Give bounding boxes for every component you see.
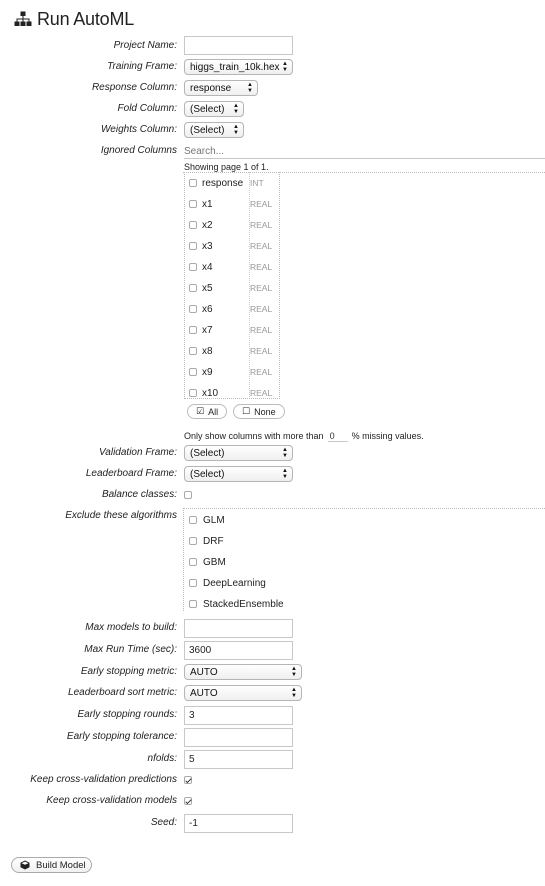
select-arrows-icon: ▲ ▼ xyxy=(233,124,239,136)
column-name: x5 xyxy=(202,282,213,294)
column-item[interactable] xyxy=(189,239,279,253)
algorithm-list xyxy=(183,508,545,611)
column-item[interactable] xyxy=(189,365,279,379)
leaderboard-frame-row xyxy=(0,468,545,484)
select-none-button[interactable] xyxy=(233,404,285,419)
ignored-columns-search-input[interactable] xyxy=(184,145,545,159)
column-checkbox[interactable] xyxy=(189,179,197,187)
project-name-label: Project Name: xyxy=(113,40,177,51)
algorithm-checkbox[interactable] xyxy=(189,579,197,587)
weights-column-select[interactable] xyxy=(184,122,244,138)
fold-column-value: (Select) xyxy=(190,103,225,115)
seed-label: Seed: xyxy=(150,817,177,828)
algorithm-label: StackedEnsemble xyxy=(203,598,284,610)
column-checkbox[interactable] xyxy=(189,389,197,397)
response-column-label: Response Column: xyxy=(91,82,177,93)
sort-metric-value: AUTO xyxy=(190,687,218,699)
algorithm-item[interactable] xyxy=(189,555,226,569)
cube-icon xyxy=(20,860,30,870)
column-type: REAL xyxy=(250,346,273,356)
select-arrows-icon: ▲ ▼ xyxy=(282,61,288,73)
keep-cv-models-row xyxy=(0,795,545,806)
exclude-algorithms-label: Exclude these algorithms xyxy=(65,510,177,521)
algorithm-item[interactable] xyxy=(189,597,284,611)
stopping-rounds-label: Early stopping rounds: xyxy=(77,709,177,720)
weights-column-row xyxy=(0,124,545,140)
check-square-icon: ☑ xyxy=(196,406,205,416)
training-frame-value: higgs_train_10k.hex xyxy=(190,61,280,73)
keep-cv-predictions-label: Keep cross-validation predictions xyxy=(30,774,177,785)
column-type: REAL xyxy=(250,283,273,293)
validation-frame-value: (Select) xyxy=(190,447,225,459)
column-item[interactable] xyxy=(189,344,279,358)
page-info: Showing page 1 of 1. xyxy=(184,162,269,172)
column-type: REAL xyxy=(250,241,273,251)
column-list[interactable] xyxy=(184,172,280,399)
column-name: x8 xyxy=(202,345,213,357)
keep-cv-models-checkbox[interactable] xyxy=(184,797,192,805)
sort-metric-label: Leaderboard sort metric: xyxy=(68,687,177,698)
stopping-tolerance-input[interactable] xyxy=(184,728,293,747)
column-type: REAL xyxy=(250,388,273,398)
weights-column-label: Weights Column: xyxy=(101,124,177,135)
column-type: REAL xyxy=(250,262,273,272)
column-type: REAL xyxy=(250,325,273,335)
response-column-value: response xyxy=(190,82,232,94)
response-column-select[interactable] xyxy=(184,80,258,96)
column-name: x3 xyxy=(202,240,213,252)
column-item[interactable] xyxy=(189,218,279,232)
column-checkbox[interactable] xyxy=(189,305,197,313)
algorithm-label: GBM xyxy=(203,556,226,568)
training-frame-row xyxy=(0,61,545,77)
stopping-tolerance-label: Early stopping tolerance: xyxy=(66,731,177,742)
build-model-button[interactable] xyxy=(11,857,92,873)
column-type: REAL xyxy=(250,367,273,377)
sitemap-icon xyxy=(14,11,32,27)
column-item[interactable] xyxy=(189,281,279,295)
column-type: REAL xyxy=(250,304,273,314)
validation-frame-row xyxy=(0,447,545,463)
column-item[interactable] xyxy=(189,176,279,190)
fold-column-select[interactable] xyxy=(184,101,244,117)
stopping-metric-row xyxy=(0,666,545,682)
missing-values-filter xyxy=(184,430,424,442)
balance-classes-checkbox[interactable] xyxy=(184,491,192,499)
select-arrows-icon: ▲ ▼ xyxy=(291,666,297,678)
select-arrows-icon: ▲ ▼ xyxy=(247,82,253,94)
missing-prefix: Only show columns with more than xyxy=(184,431,324,441)
column-name: x4 xyxy=(202,261,213,273)
leaderboard-frame-select[interactable] xyxy=(184,466,293,482)
balance-classes-label: Balance classes: xyxy=(101,489,177,500)
weights-column-value: (Select) xyxy=(190,124,225,136)
select-arrows-icon: ▲ ▼ xyxy=(233,103,239,115)
validation-frame-select[interactable] xyxy=(184,445,293,461)
algorithm-checkbox[interactable] xyxy=(189,516,197,524)
algorithm-label: DeepLearning xyxy=(203,577,266,589)
column-item[interactable] xyxy=(189,302,279,316)
missing-suffix: % missing values. xyxy=(351,431,424,441)
page-title-text: Run AutoML xyxy=(37,8,135,29)
build-model-label: Build Model xyxy=(36,859,86,871)
column-item[interactable] xyxy=(189,260,279,274)
column-checkbox[interactable] xyxy=(189,368,197,376)
square-icon: ☐ xyxy=(242,406,251,416)
column-item[interactable] xyxy=(189,323,279,337)
project-name-input[interactable] xyxy=(184,36,293,55)
column-checkbox[interactable] xyxy=(189,347,197,355)
training-frame-select[interactable] xyxy=(184,59,293,75)
keep-cv-predictions-checkbox[interactable] xyxy=(184,776,192,784)
select-all-button[interactable] xyxy=(187,404,227,419)
column-checkbox[interactable] xyxy=(189,284,197,292)
column-name: x2 xyxy=(202,219,213,231)
leaderboard-frame-label: Leaderboard Frame: xyxy=(85,468,177,479)
select-arrows-icon: ▲ ▼ xyxy=(282,468,288,480)
select-arrows-icon: ▲ ▼ xyxy=(282,447,288,459)
stopping-metric-select[interactable] xyxy=(184,664,302,680)
column-checkbox[interactable] xyxy=(189,221,197,229)
balance-classes-row xyxy=(0,489,545,500)
algorithm-label: DRF xyxy=(203,535,224,547)
max-models-label: Max models to build: xyxy=(85,622,177,633)
sort-metric-select[interactable] xyxy=(184,685,302,701)
max-models-input[interactable] xyxy=(184,619,293,638)
algorithm-item[interactable] xyxy=(189,534,224,548)
nfolds-input[interactable] xyxy=(184,750,293,769)
max-run-time-input[interactable] xyxy=(184,641,293,660)
stopping-metric-value: AUTO xyxy=(190,666,218,678)
algorithm-label: GLM xyxy=(203,514,225,526)
page-title xyxy=(14,8,134,30)
max-run-time-label: Max Run Time (sec): xyxy=(84,644,177,655)
column-checkbox[interactable] xyxy=(189,263,197,271)
response-column-row xyxy=(0,82,545,98)
select-arrows-icon: ▲ ▼ xyxy=(291,687,297,699)
column-item[interactable] xyxy=(189,197,279,211)
column-type: INT xyxy=(250,178,264,188)
algorithm-item[interactable] xyxy=(189,513,225,527)
stopping-rounds-input[interactable] xyxy=(184,706,293,725)
missing-percent-input[interactable] xyxy=(328,430,348,442)
fold-column-row xyxy=(0,103,545,119)
algorithm-item[interactable] xyxy=(189,576,266,590)
sort-metric-row xyxy=(0,687,545,703)
fold-column-label: Fold Column: xyxy=(117,103,177,114)
algorithm-checkbox[interactable] xyxy=(189,600,197,608)
keep-cv-predictions-row xyxy=(0,774,545,785)
validation-frame-label: Validation Frame: xyxy=(99,447,177,458)
column-name: x7 xyxy=(202,324,213,336)
nfolds-label: nfolds: xyxy=(147,753,177,764)
column-name: x9 xyxy=(202,366,213,378)
column-type: REAL xyxy=(250,220,273,230)
algorithm-checkbox[interactable] xyxy=(189,558,197,566)
algorithm-checkbox[interactable] xyxy=(189,537,197,545)
column-item[interactable] xyxy=(189,386,279,400)
column-checkbox[interactable] xyxy=(189,200,197,208)
keep-cv-models-label: Keep cross-validation models xyxy=(46,795,177,806)
column-name: x6 xyxy=(202,303,213,315)
leaderboard-frame-value: (Select) xyxy=(190,468,225,480)
select-all-label: All xyxy=(208,406,219,417)
training-frame-label: Training Frame: xyxy=(107,61,177,72)
stopping-metric-label: Early stopping metric: xyxy=(80,666,177,677)
ignored-columns-label: Ignored Columns xyxy=(100,145,177,156)
column-name: x1 xyxy=(202,198,213,210)
column-checkbox[interactable] xyxy=(189,326,197,334)
column-type: REAL xyxy=(250,199,273,209)
column-name: response xyxy=(202,177,244,189)
column-checkbox[interactable] xyxy=(189,242,197,250)
column-name: x10 xyxy=(202,387,219,399)
seed-input[interactable] xyxy=(184,814,293,833)
select-none-label: None xyxy=(254,406,276,417)
